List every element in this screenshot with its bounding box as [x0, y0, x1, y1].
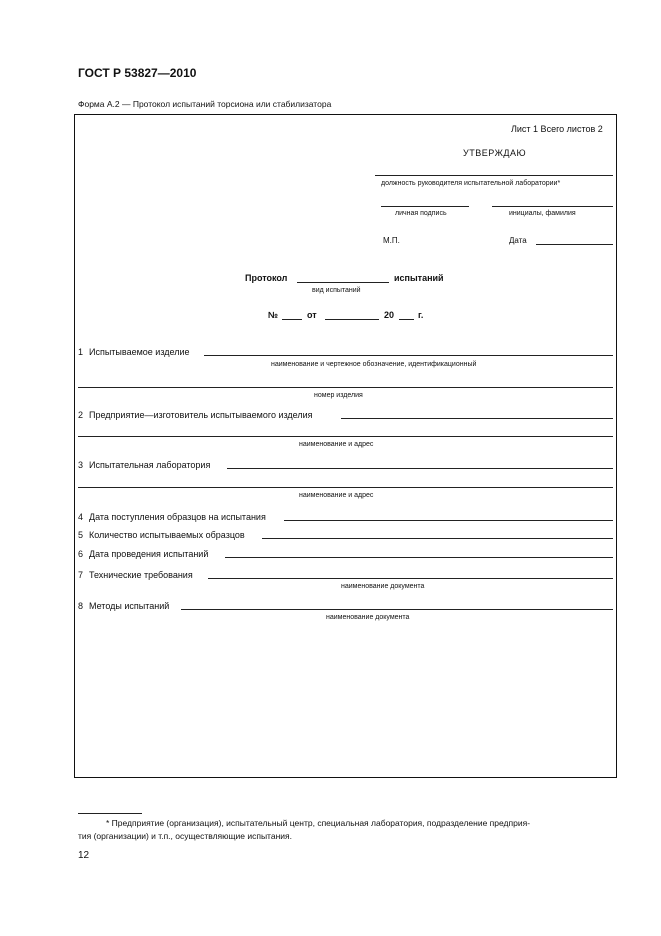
signature-line — [381, 206, 469, 207]
field-3-line-2 — [78, 487, 613, 488]
sheet-info: Лист 1 Всего листов 2 — [511, 124, 603, 134]
footnote-line-2: тия (организации) и т.п., осуществляющие испытания. — [78, 831, 292, 841]
field-8-sub: наименование документа — [326, 614, 410, 621]
field-8-label: Методы испытаний — [89, 601, 170, 611]
document-header: ГОСТ Р 53827—2010 — [78, 66, 197, 80]
field-3-sub: наименование и адрес — [299, 492, 374, 499]
field-2-line-2 — [78, 436, 613, 437]
field-4-label: Дата поступления образцов на испытания — [89, 512, 266, 522]
field-1-line-2 — [78, 387, 613, 388]
field-4-num: 4 — [78, 512, 84, 522]
field-6-label: Дата проведения испытаний — [89, 549, 209, 559]
field-4-line — [284, 520, 613, 521]
form-caption: Форма А.2 — Протокол испытаний торсиона или стабилизатора — [78, 99, 332, 109]
protocol-type-label: вид испытаний — [312, 287, 361, 294]
field-5-line — [262, 538, 613, 539]
date-line — [536, 244, 613, 245]
field-1-num: 1 — [78, 347, 84, 357]
field-1-sub2: номер изделия — [314, 392, 363, 399]
field-3-line — [227, 468, 613, 469]
protocol-year-line — [399, 319, 414, 320]
field-5-num: 5 — [78, 530, 84, 540]
initials-line — [492, 206, 613, 207]
protocol-type-line — [297, 282, 389, 283]
field-2-sub: наименование и адрес — [299, 441, 374, 448]
protocol-date-line — [325, 319, 379, 320]
position-line — [375, 175, 613, 176]
field-2-num: 2 — [78, 410, 84, 420]
position-label: должность руководителя испытательной лаборатории* — [381, 180, 561, 187]
footnote — [78, 817, 613, 843]
protocol-year-suffix: г. — [418, 310, 424, 320]
protocol-from: от — [307, 310, 317, 320]
field-7-num: 7 — [78, 570, 84, 580]
protocol-title-right: испытаний — [394, 273, 444, 283]
protocol-number-prefix: № — [268, 310, 279, 320]
field-2-label: Предприятие—изготовитель испытываемого изделия — [89, 410, 313, 420]
field-7-line — [208, 578, 613, 579]
approve-title: УТВЕРЖДАЮ — [463, 148, 527, 158]
protocol-year: 20 — [384, 310, 395, 320]
date-label: Дата — [509, 236, 527, 245]
field-3-num: 3 — [78, 460, 84, 470]
field-6-num: 6 — [78, 549, 84, 559]
field-5-label: Количество испытываемых образцов — [89, 530, 245, 540]
field-2-line — [341, 418, 613, 419]
field-8-num: 8 — [78, 601, 84, 611]
field-1-line — [204, 355, 613, 356]
footnote-rule — [78, 813, 142, 814]
field-3-label: Испытательная лаборатория — [89, 460, 211, 470]
footnote-line-1: * Предприятие (организация), испытательный центр, специальная лаборатория, подразделение предприя- — [106, 818, 531, 828]
field-8-line — [181, 609, 613, 610]
protocol-number-line — [282, 319, 302, 320]
field-1-label: Испытываемое изделие — [89, 347, 190, 357]
stamp-label: М.П. — [383, 236, 400, 245]
initials-label: инициалы, фамилия — [509, 210, 576, 217]
signature-label: личная подпись — [395, 210, 447, 217]
field-6-line — [225, 557, 613, 558]
field-1-sub1: наименование и чертежное обозначение, идентификационный — [271, 361, 477, 368]
field-7-label: Технические требования — [89, 570, 193, 580]
field-7-sub: наименование документа — [341, 583, 425, 590]
protocol-title-left: Протокол — [245, 273, 288, 283]
page-number: 12 — [78, 850, 90, 861]
